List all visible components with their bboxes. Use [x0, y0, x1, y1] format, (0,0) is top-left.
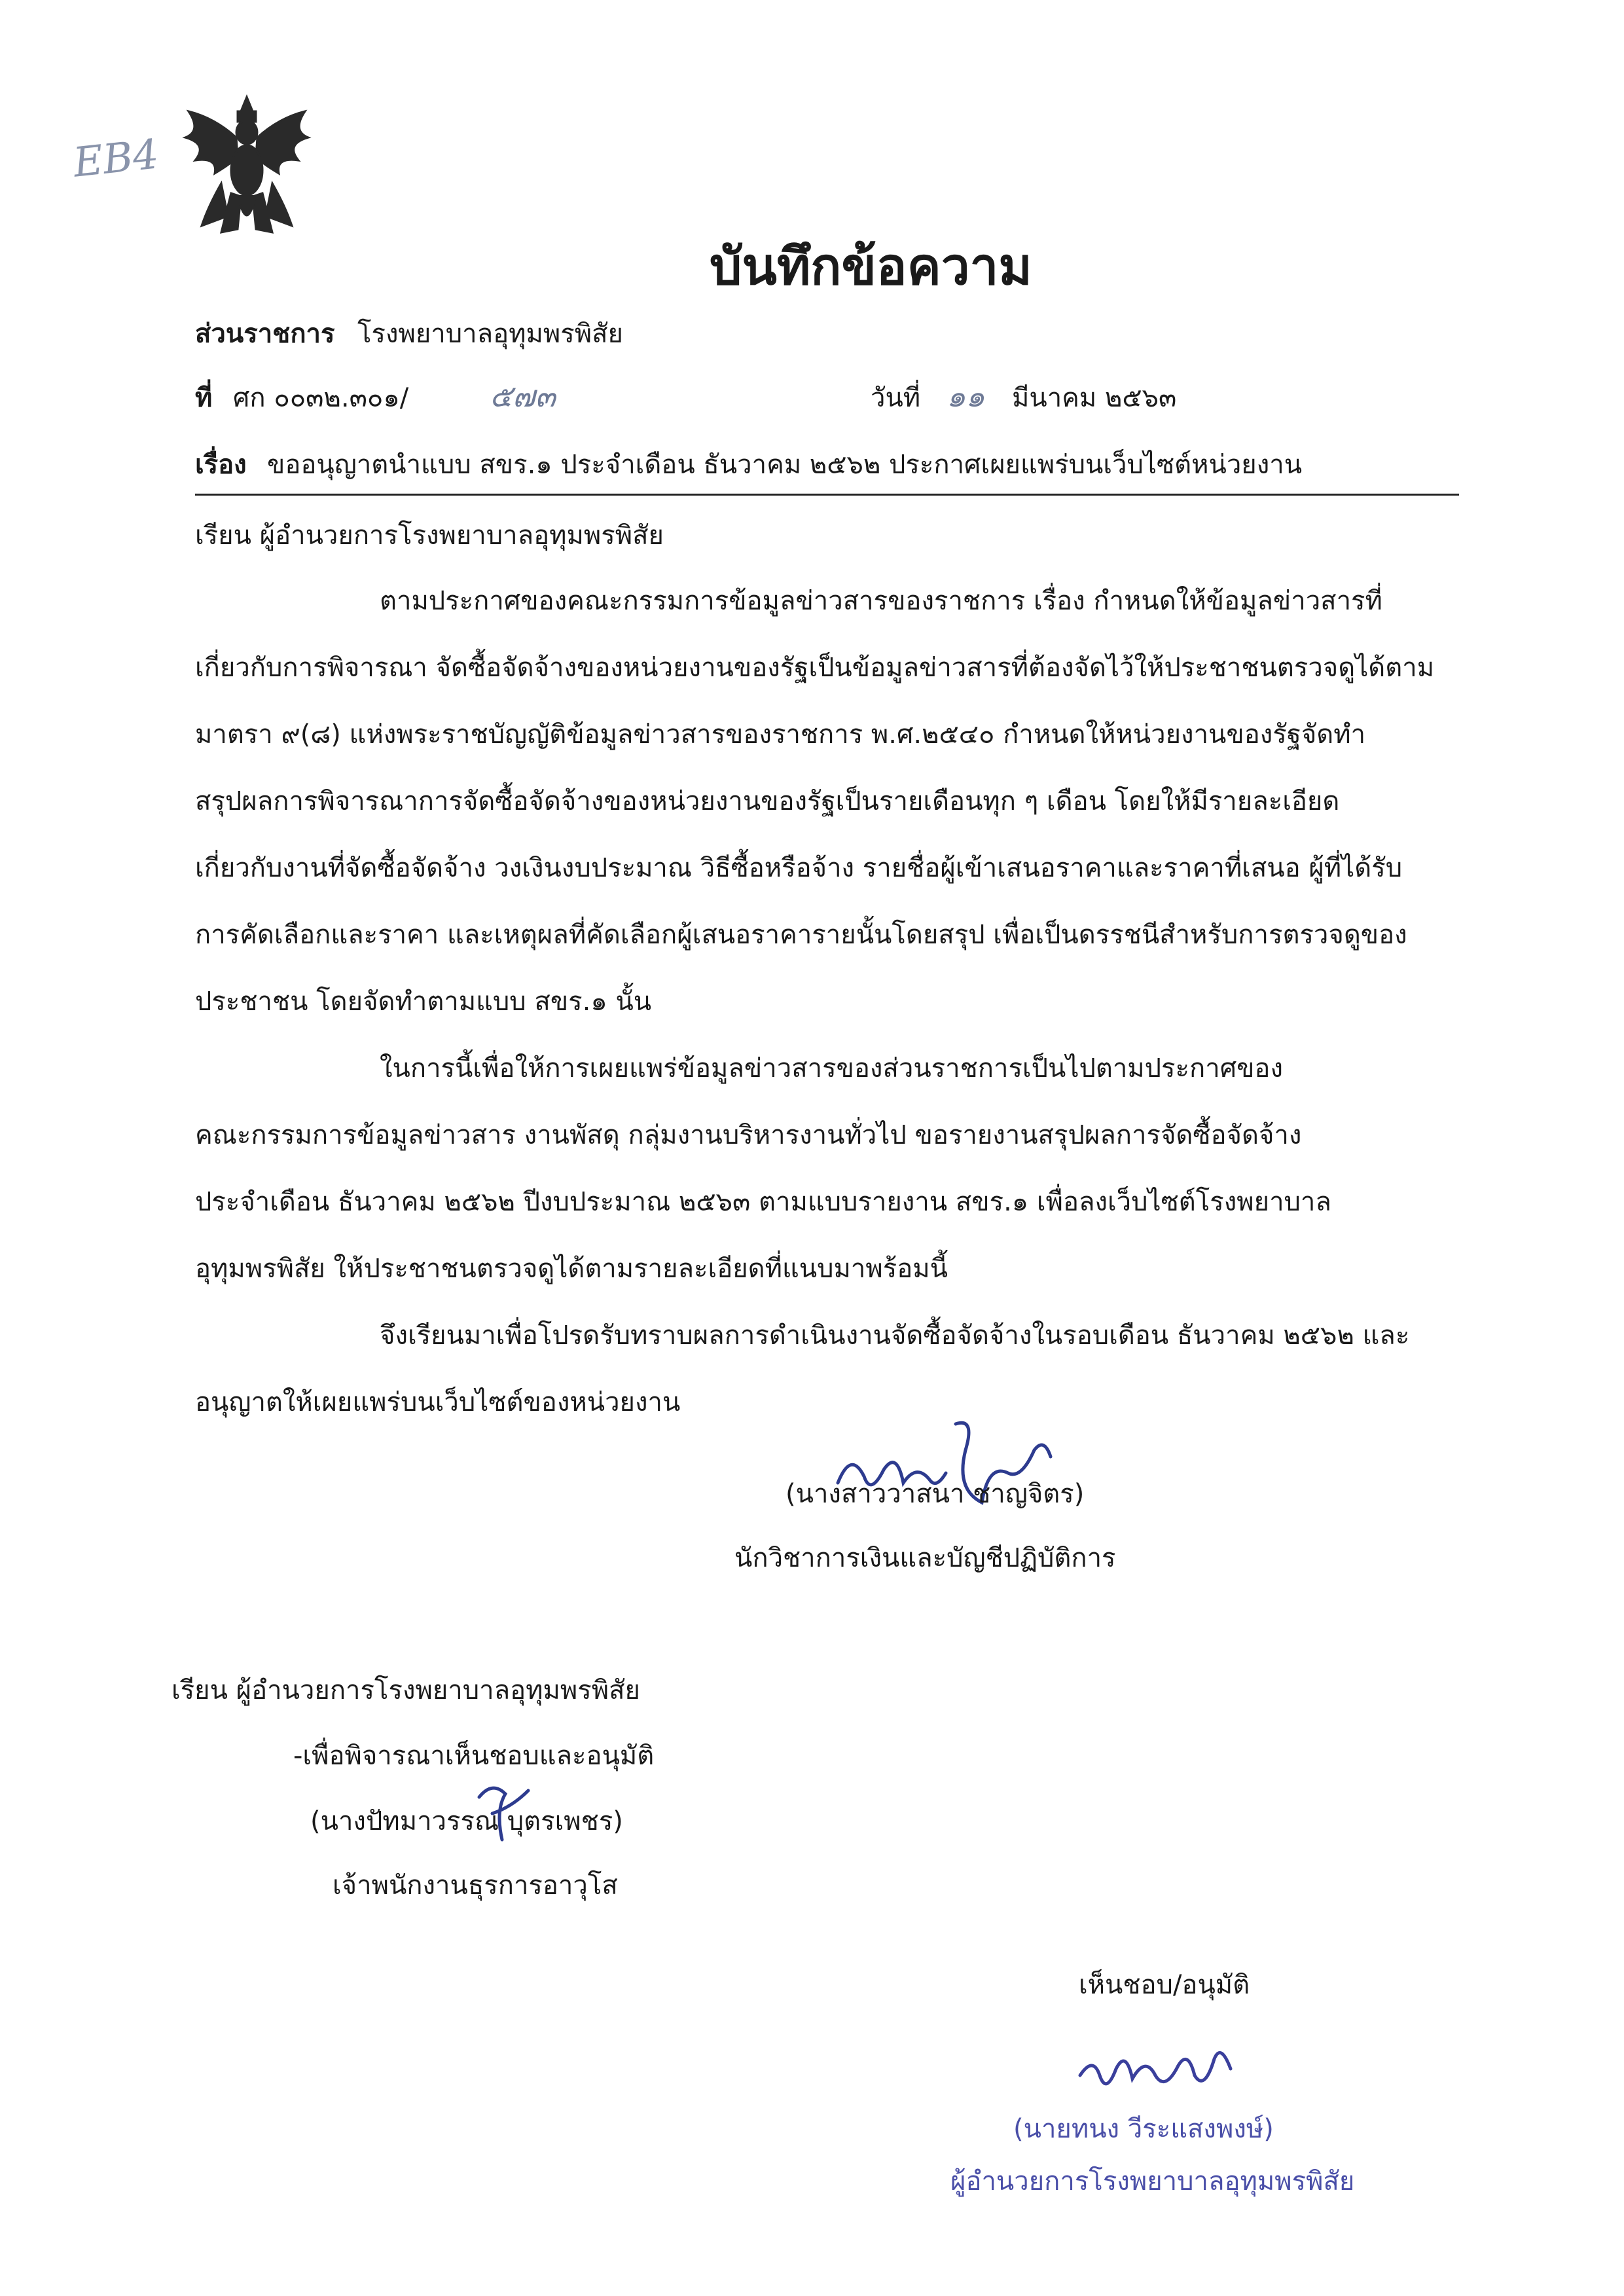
- approval-signature: [1074, 2030, 1244, 2108]
- para3-line: จึงเรียนมาเพื่อโปรดรับทราบผลการดำเนินงานจัดซื้อจัดจ้างในรอบเดือน ธันวาคม ๒๕๖๒ และ: [380, 1321, 1410, 1351]
- para2-line: อุทุมพรพิสัย ให้ประชาชนตรวจดูได้ตามรายละเอียดที่แนบมาพร้อมนี้: [195, 1254, 948, 1284]
- para2-line: คณะกรรมการข้อมูลข่าวสาร งานพัสดุ กลุ่มงานบริหารงานทั่วไป ขอรายงานสรุปผลการจัดซื้อจัดจ้าง: [195, 1120, 1302, 1150]
- agency-label: ส่วนราชการ: [195, 319, 335, 349]
- memo-title: บันทึกข้อความ: [710, 238, 1032, 297]
- para1-line: สรุปผลการพิจารณาการจัดซื้อจัดจ้างของหน่วยงานของรัฐเป็นรายเดือนทุก ๆ เดือน โดยให้มีรายละเอียด: [195, 786, 1340, 816]
- ref-value: ศก ๐๐๓๒.๓๐๑/: [233, 383, 409, 413]
- para1-line: มาตรา ๙(๘) แห่งพระราชบัญญัติข้อมูลข่าวสารของราชการ พ.ศ.๒๕๔๐ กำหนดให้หน่วยงานของรัฐจัดทำ: [195, 720, 1366, 750]
- para1-line: การคัดเลือกและราคา และเหตุผลที่คัดเลือกผู้เสนอราคารายนั้นโดยสรุป เพื่อเป็นดรรชนีสำหรับการตรวจดูของ: [195, 920, 1407, 950]
- signer2-position: เจ้าพนักงานธุรการอาวุโส: [333, 1870, 618, 1901]
- date-day: ๑๑: [947, 378, 985, 414]
- para2-line: ในการนี้เพื่อให้การเผยแพร่ข้อมูลข่าวสารของส่วนราชการเป็นไปตามประกาศของ: [380, 1053, 1283, 1084]
- handwritten-stamp: EB4: [71, 130, 161, 187]
- subject-label: เรื่อง: [195, 450, 247, 480]
- header-divider: [195, 494, 1459, 496]
- para1-line: ประชาชน โดยจัดทำตามแบบ สขร.๑ นั้น: [195, 987, 652, 1017]
- date-label: วันที่: [871, 383, 921, 413]
- ref-label: ที่: [195, 383, 213, 413]
- forward-note: -เพื่อพิจารณาเห็นชอบและอนุมัติ: [293, 1741, 655, 1771]
- signer1-name: (นางสาววาสนา ชาญจิตร): [785, 1479, 1085, 1509]
- para2-line: ประจำเดือน ธันวาคม ๒๕๖๒ ปีงบประมาณ ๒๕๖๓ ตามแบบรายงาน สขร.๑ เพื่อลงเว็บไซต์โรงพยาบาล: [195, 1187, 1331, 1217]
- forward-salutation: เรียน ผู้อำนวยการโรงพยาบาลอุทุมพรพิสัย: [171, 1675, 640, 1705]
- signer1-position: นักวิชาการเงินและบัญชีปฏิบัติการ: [734, 1543, 1116, 1573]
- para1-line: เกี่ยวกับงานที่จัดซื้อจัดจ้าง วงเงินงบประมาณ วิธีซื้อหรือจ้าง รายชื่อผู้เข้าเสนอราคาและราคาที่เสนอ ผู้ที่ได้รับ: [195, 853, 1403, 883]
- salutation: เรียน ผู้อำนวยการโรงพยาบาลอุทุมพรพิสัย: [195, 520, 664, 551]
- subject-value: ขออนุญาตนำแบบ สขร.๑ ประจำเดือน ธันวาคม ๒๕๖๒ ประกาศเผยแพร่บนเว็บไซต์หน่วยงาน: [267, 450, 1303, 480]
- signer2-name: (นางปัทมาวรรณ บุตรเพชร): [310, 1806, 623, 1836]
- agency-value: โรงพยาบาลอุทุมพรพิสัย: [357, 319, 623, 349]
- date-month-year: มีนาคม ๒๕๖๓: [1012, 383, 1177, 413]
- approver-name: (นายทนง วีระแสงพงษ์): [1013, 2114, 1274, 2144]
- para1-line: เกี่ยวกับการพิจารณา จัดซื้อจัดจ้างของหน่วยงานของรัฐเป็นข้อมูลข่าวสารที่ต้องจัดไว้ให้ประชาชนตรวจดูได้ตาม: [195, 653, 1435, 683]
- approval-text: เห็นชอบ/อนุมัติ: [1079, 1970, 1250, 2000]
- ref-number: ๕๗๓: [490, 378, 556, 414]
- para1-line: ตามประกาศของคณะกรรมการข้อมูลข่าวสารของราชการ เรื่อง กำหนดให้ข้อมูลข่าวสารที่: [380, 586, 1382, 616]
- approver-position: ผู้อำนวยการโรงพยาบาลอุทุมพรพิสัย: [950, 2166, 1355, 2196]
- garuda-emblem-icon: [175, 92, 318, 239]
- para3-line: อนุญาตให้เผยแพร่บนเว็บไซต์ของหน่วยงาน: [195, 1387, 681, 1417]
